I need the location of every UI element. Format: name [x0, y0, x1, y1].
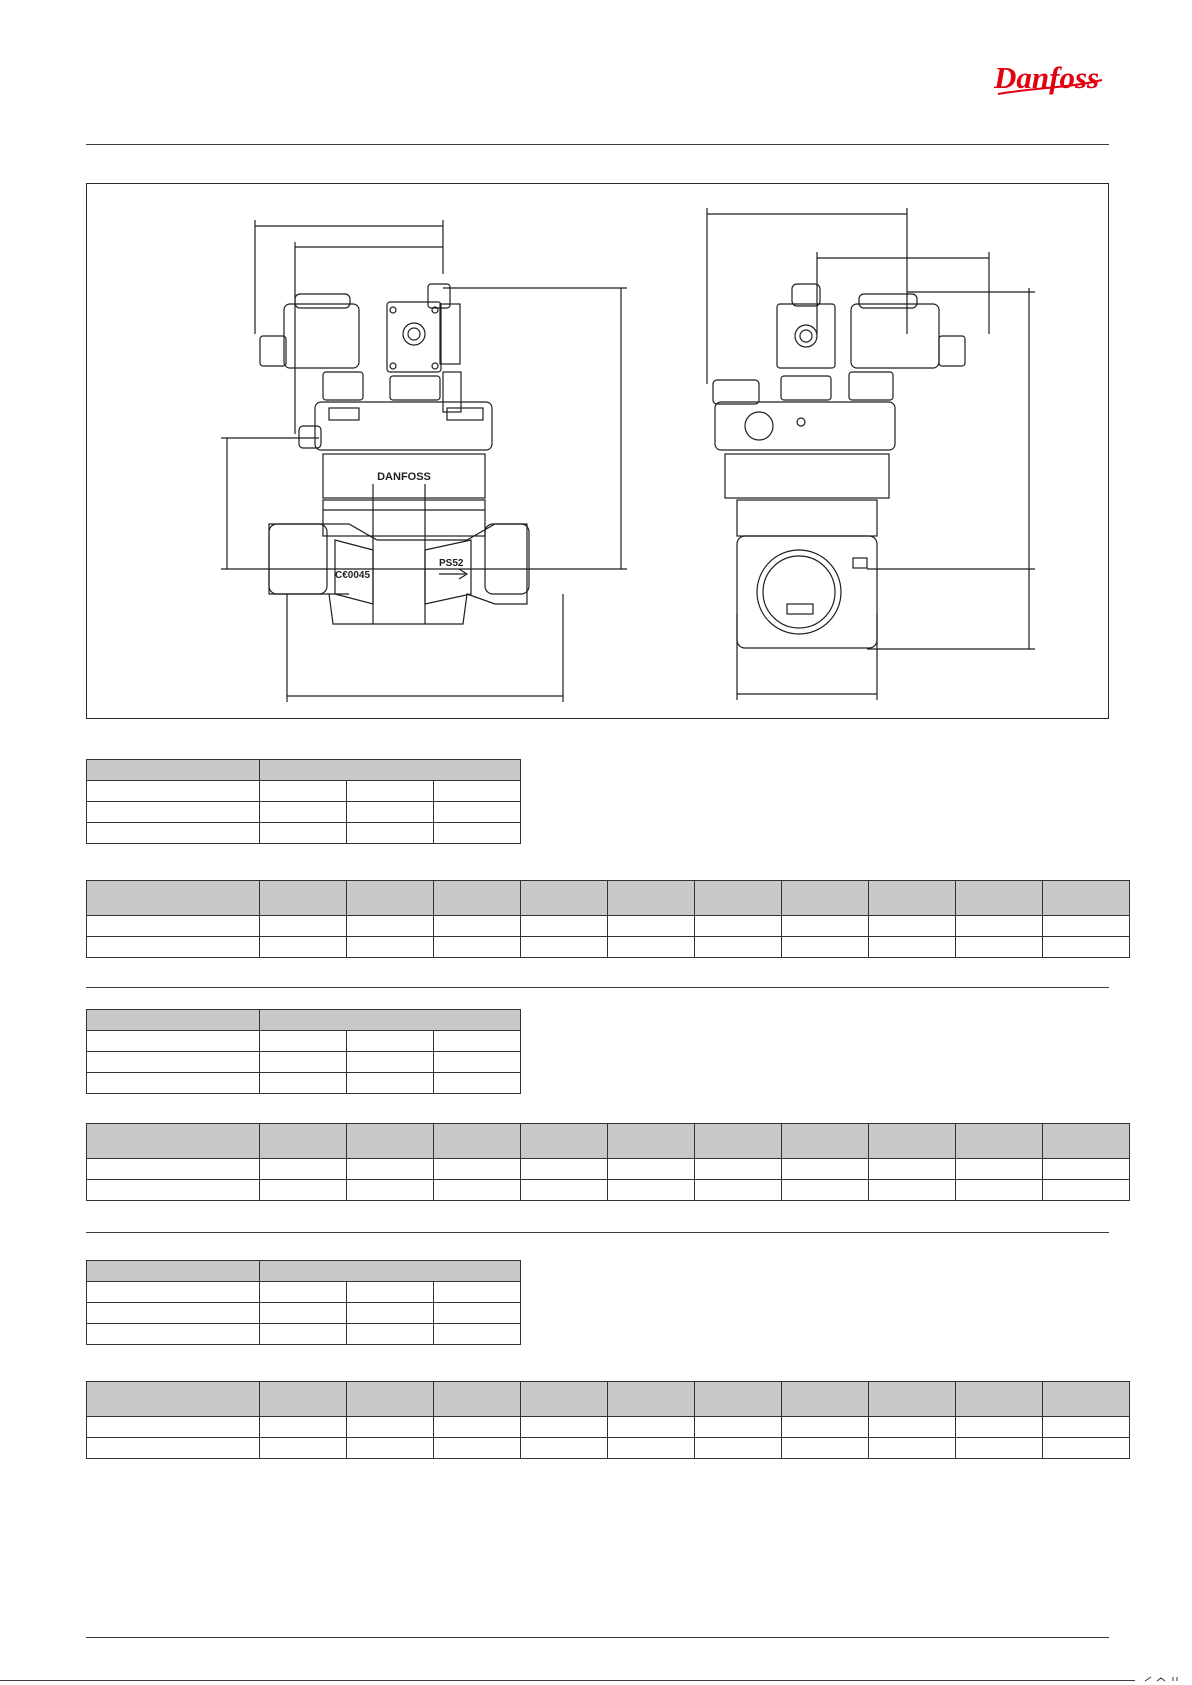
table-cell — [695, 1159, 782, 1180]
table-cell — [695, 1417, 782, 1438]
table-cell — [869, 916, 956, 937]
table-cell — [260, 1073, 347, 1094]
table-cell — [260, 802, 347, 823]
table-cell — [1043, 1124, 1130, 1159]
table-cell — [260, 823, 347, 844]
table-cell — [434, 916, 521, 937]
table-cell — [347, 802, 434, 823]
table-cell — [347, 881, 434, 916]
table-cell — [260, 1303, 347, 1324]
table-cell — [347, 1159, 434, 1180]
table-cell — [434, 1031, 521, 1052]
table-cell — [869, 1417, 956, 1438]
table-cell — [1043, 1438, 1130, 1459]
table-cell — [1043, 916, 1130, 937]
table-cell — [956, 916, 1043, 937]
table-cell — [260, 760, 521, 781]
table-cell — [521, 1417, 608, 1438]
table-cell — [347, 1382, 434, 1417]
table-cell — [87, 1124, 260, 1159]
table-cell — [521, 1382, 608, 1417]
page-bottom-rule — [0, 1680, 1135, 1681]
table-cell — [869, 1382, 956, 1417]
table-cell — [608, 1159, 695, 1180]
table-header-row — [87, 1010, 521, 1031]
danfoss-logo — [990, 52, 1108, 104]
table-cell — [87, 1052, 260, 1073]
table-cell — [521, 1159, 608, 1180]
table-cell — [782, 937, 869, 958]
table-cell — [260, 1031, 347, 1052]
table-cell — [434, 1417, 521, 1438]
table-cell — [87, 1303, 260, 1324]
table-cell — [347, 1303, 434, 1324]
table-header-row — [87, 1124, 1130, 1159]
table-row — [87, 1282, 521, 1303]
table-cell — [695, 1438, 782, 1459]
table-cell — [260, 1124, 347, 1159]
table-row — [87, 1031, 521, 1052]
valve-front-view — [707, 208, 1035, 700]
table-cell — [260, 1282, 347, 1303]
table-cell — [1043, 937, 1130, 958]
table-cell — [956, 937, 1043, 958]
table-cell — [521, 937, 608, 958]
table-cell — [695, 881, 782, 916]
table-cell — [956, 1438, 1043, 1459]
table-cell — [434, 823, 521, 844]
table-cell — [782, 1124, 869, 1159]
table-cell — [260, 1261, 521, 1282]
table-cell — [434, 1073, 521, 1094]
table-cell — [956, 1159, 1043, 1180]
table-row — [87, 802, 521, 823]
table-row — [87, 937, 1130, 958]
table-cell — [87, 1417, 260, 1438]
table-cell — [347, 1073, 434, 1094]
table-cell — [434, 1324, 521, 1345]
table-cell — [434, 1159, 521, 1180]
table-header-row — [87, 760, 521, 781]
table-cell — [347, 937, 434, 958]
logo-wordmark: Danfoss — [994, 60, 1100, 95]
table-cell — [434, 781, 521, 802]
table-cell — [608, 916, 695, 937]
table-row — [87, 1073, 521, 1094]
table-cell — [260, 881, 347, 916]
group-2-wide-table — [86, 1123, 1130, 1201]
table-cell — [347, 1031, 434, 1052]
table-cell — [782, 1417, 869, 1438]
table-cell — [956, 1124, 1043, 1159]
table-cell — [608, 1180, 695, 1201]
table-row — [87, 1417, 1130, 1438]
table-cell — [869, 881, 956, 916]
table-cell — [434, 1052, 521, 1073]
group-3-small-table — [86, 1260, 521, 1345]
table-cell — [87, 1382, 260, 1417]
table-cell — [87, 1438, 260, 1459]
table-cell — [434, 1382, 521, 1417]
table-cell — [695, 1180, 782, 1201]
table-cell — [347, 1324, 434, 1345]
table-cell — [782, 1438, 869, 1459]
table-header-row — [87, 881, 1130, 916]
table-cell — [521, 1438, 608, 1459]
table-cell — [347, 1180, 434, 1201]
table-cell — [782, 916, 869, 937]
ce-marking: C€0045 — [335, 570, 371, 581]
table-cell — [956, 1382, 1043, 1417]
table-cell — [347, 916, 434, 937]
table-cell — [260, 1052, 347, 1073]
group-1-small-table — [86, 759, 521, 844]
table-cell — [434, 1303, 521, 1324]
valve-brand-marking: DANFOSS — [377, 471, 431, 483]
table-cell — [347, 1052, 434, 1073]
table-cell — [695, 937, 782, 958]
table-cell — [869, 1180, 956, 1201]
table-cell — [608, 881, 695, 916]
table-cell — [87, 1261, 260, 1282]
table-cell — [1043, 1382, 1130, 1417]
table-cell — [260, 1159, 347, 1180]
table-cell — [260, 1324, 347, 1345]
header-rule — [86, 144, 1109, 145]
table-cell — [869, 1124, 956, 1159]
table-row — [87, 1438, 1130, 1459]
group-2-small-table — [86, 1009, 521, 1094]
table-cell — [695, 1382, 782, 1417]
table-row — [87, 1180, 1130, 1201]
table-cell — [956, 1417, 1043, 1438]
table-cell — [521, 1124, 608, 1159]
table-cell — [869, 1159, 956, 1180]
table-cell — [347, 1282, 434, 1303]
table-cell — [1043, 1180, 1130, 1201]
table-row — [87, 1303, 521, 1324]
table-cell — [260, 781, 347, 802]
table-cell — [782, 1159, 869, 1180]
table-cell — [87, 1180, 260, 1201]
table-cell — [347, 823, 434, 844]
valve-side-view — [221, 220, 627, 702]
table-cell — [434, 1438, 521, 1459]
group-1-wide-table — [86, 880, 1130, 958]
table-row — [87, 781, 521, 802]
table-cell — [260, 937, 347, 958]
table-cell — [434, 1282, 521, 1303]
section-rule-1 — [86, 987, 1109, 988]
table-cell — [87, 760, 260, 781]
table-cell — [347, 1417, 434, 1438]
table-cell — [695, 1124, 782, 1159]
table-cell — [608, 937, 695, 958]
table-cell — [956, 881, 1043, 916]
table-cell — [608, 1124, 695, 1159]
table-cell — [608, 1417, 695, 1438]
table-cell — [434, 802, 521, 823]
table-cell — [87, 781, 260, 802]
table-cell — [87, 1073, 260, 1094]
table-row — [87, 1052, 521, 1073]
table-cell — [87, 1159, 260, 1180]
table-cell — [87, 1010, 260, 1031]
section-rule-2 — [86, 1232, 1109, 1233]
table-cell — [260, 1382, 347, 1417]
table-cell — [87, 881, 260, 916]
table-cell — [869, 1438, 956, 1459]
table-cell — [87, 802, 260, 823]
group-3-wide-table — [86, 1381, 1130, 1459]
table-cell — [782, 1382, 869, 1417]
table-cell — [87, 937, 260, 958]
table-cell — [87, 916, 260, 937]
table-cell — [1043, 1417, 1130, 1438]
table-cell — [260, 916, 347, 937]
table-header-row — [87, 1382, 1130, 1417]
table-cell — [521, 881, 608, 916]
table-cell — [87, 1031, 260, 1052]
dimension-drawing — [86, 183, 1109, 719]
table-row — [87, 823, 521, 844]
table-cell — [260, 1438, 347, 1459]
table-cell — [608, 1438, 695, 1459]
table-cell — [434, 881, 521, 916]
table-row — [87, 1159, 1130, 1180]
table-cell — [869, 937, 956, 958]
table-header-row — [87, 1261, 521, 1282]
table-cell — [260, 1010, 521, 1031]
table-cell — [695, 916, 782, 937]
footer-mark — [1143, 1675, 1183, 1683]
table-cell — [87, 1282, 260, 1303]
table-cell — [521, 916, 608, 937]
table-cell — [1043, 881, 1130, 916]
table-row — [87, 1324, 521, 1345]
table-cell — [347, 1124, 434, 1159]
table-row — [87, 916, 1130, 937]
table-cell — [434, 1180, 521, 1201]
table-cell — [608, 1382, 695, 1417]
table-cell — [434, 1124, 521, 1159]
table-cell — [434, 937, 521, 958]
table-cell — [521, 1180, 608, 1201]
table-cell — [87, 1324, 260, 1345]
ps-marking: PS52 — [439, 558, 464, 569]
table-cell — [782, 1180, 869, 1201]
table-cell — [782, 881, 869, 916]
table-cell — [347, 1438, 434, 1459]
table-cell — [260, 1180, 347, 1201]
table-cell — [956, 1180, 1043, 1201]
table-cell — [260, 1417, 347, 1438]
table-cell — [347, 781, 434, 802]
table-cell — [1043, 1159, 1130, 1180]
footer-rule — [86, 1637, 1109, 1638]
table-cell — [87, 823, 260, 844]
